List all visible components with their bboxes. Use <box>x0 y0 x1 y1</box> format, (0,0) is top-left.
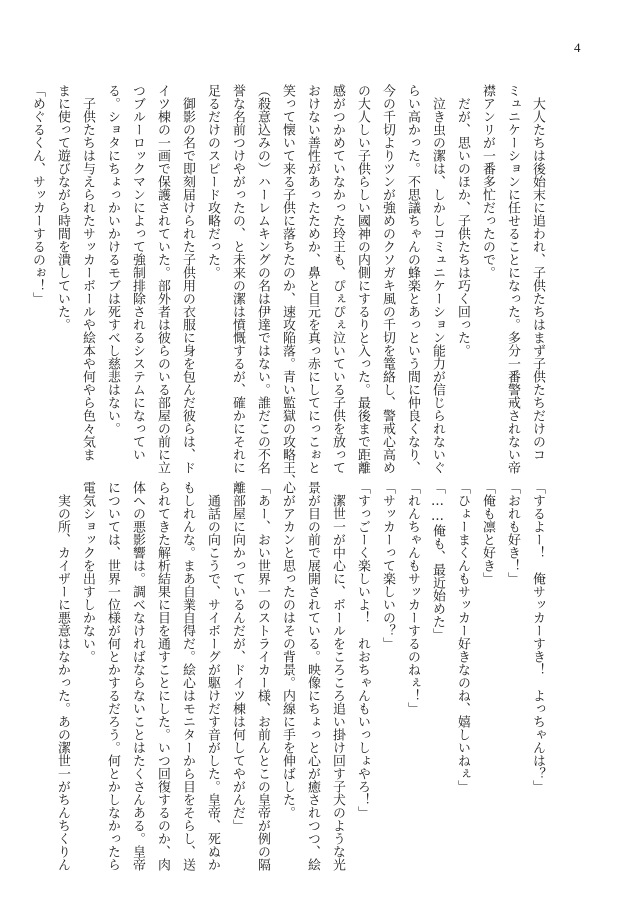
text-line: 「すっごーく楽しいよ！ れおちゃんもいっしょやろ！」 <box>355 481 370 819</box>
text-line: だが、思いのほか、子供たちは巧く回った。 <box>455 84 470 357</box>
text-line: 大人たちは後始末に追われ、子供たちはまず子供たちだけのコ <box>530 84 545 461</box>
text-line: の大人しい子供らしい國神の内側にするりと入った。最後まで距離 <box>355 84 370 474</box>
text-line: については、世界一位様が何とかするだろう。何とかしなかったら <box>105 481 120 871</box>
text-line: 泣き虫の潔は、しかしコミュニケーション能力が信じられないぐ <box>430 84 445 474</box>
text-line: おけない善性があったためか、鼻と目元を真っ赤にしてにっこぉと <box>305 84 320 474</box>
text-line: ミュニケーションに任せることになった。多分一番警戒されない帝 <box>505 84 520 474</box>
text-line: 「俺も凛と好き」 <box>480 481 495 585</box>
text-line: 潔世一が中心に、ボールをころころ追い掛け回す子犬のような光 <box>330 481 345 871</box>
text-line: らい高かった。不思議ちゃんの蜂楽とあっという間に仲良くなり、 <box>405 84 420 474</box>
text-line: 「おれも好き！」 <box>505 481 520 585</box>
text-line: 「あー、おい世界一のストライカー様、お前んとこの皇帝が例の隔 <box>255 481 270 871</box>
text-line: 感がつかめていなかった玲王も、ぴぇぴぇ泣いている子供を放って <box>330 84 345 474</box>
text-line: 体への悪影響は。調べなければならないことはたくさんある。皇帝 <box>130 481 145 871</box>
text-line: まに使って遊びながら時間を潰していた。 <box>55 84 70 331</box>
text-line: 笑って懐いて来る子供に落ちたのか、速攻陥落。青い監獄の攻略王、 <box>280 84 295 487</box>
text-line: 心がアカンと思ったのはその背景。内線に手を伸ばした。 <box>280 481 295 819</box>
text-line: 通話の向こうで、サイボーグが駆けだす音がした。皇帝、死ぬか <box>205 481 220 871</box>
text-block-bottom <box>50 481 550 871</box>
text-line: 「ひょーまくんもサッカー好きなのね、嬉しいねぇ」 <box>455 481 470 793</box>
text-line: 「……俺も、最近始めた」 <box>430 481 445 642</box>
text-line: 襟アンリが一番多忙だったので。 <box>480 84 495 279</box>
text-line: 子供たちは与えられたサッカーボールや絵本や何やら色々気ま <box>80 84 95 461</box>
text-line: イツ棟の一画で保護されていた。部外者は彼らのいる部屋の前に立 <box>155 84 170 474</box>
text-line: 「れんちゃんもサッカーするのねぇ！」 <box>405 481 420 715</box>
text-line: 「するよー！ 俺サッカーすき！ よっちゃんは？」 <box>530 481 545 793</box>
text-line: もしれんな。まあ自業自得だ。絵心はモニターから目をそらし、送 <box>180 481 195 871</box>
text-line: 「めぐるくん、サッカーするのぉ！」 <box>30 84 45 305</box>
text-line: 電気ショックを出すしかない。 <box>80 481 95 663</box>
text-line: る。ショタにちょっかいかけるモブは死すべし慈悲はない。 <box>105 84 120 435</box>
text-line: 今の千切よりツンが強めのクソガキ風の千切を篭絡し、警戒心高め <box>380 84 395 474</box>
text-line: つブルーロックマンによって強制排除されるシステムになってい <box>130 84 145 461</box>
text-line: 「サッカーって楽しいの？」 <box>380 481 395 650</box>
text-line: 離部屋に向かっているんだが、ドイツ棟は何してやがんだ」 <box>230 481 245 832</box>
text-line: 足るだけのスピード攻略だった。 <box>205 84 220 279</box>
text-line: （殺意込みの）ハーレムキングの名は伊達ではない。誰だこの不名 <box>255 84 270 474</box>
text-line: 御影の名で即刻届けられた子供用の衣服に身を包んだ彼らは、ド <box>180 84 195 474</box>
text-line: 景が目の前で展開されている。映像にちょっと心が癒されつつ、絵 <box>305 481 320 871</box>
text-line: 実の所、カイザーに悪意はなかった。あの潔世一がちんちくりん <box>55 481 70 871</box>
text-block-top <box>25 84 550 487</box>
text-line: 誉な名前つけやがったの、と未来の潔は憤慨するが、確かにそれに <box>230 84 245 474</box>
page-number: 4 <box>574 40 581 55</box>
text-line: られてきた解析結果に目を通すことにした。いつ回復するのか、肉 <box>155 481 170 871</box>
